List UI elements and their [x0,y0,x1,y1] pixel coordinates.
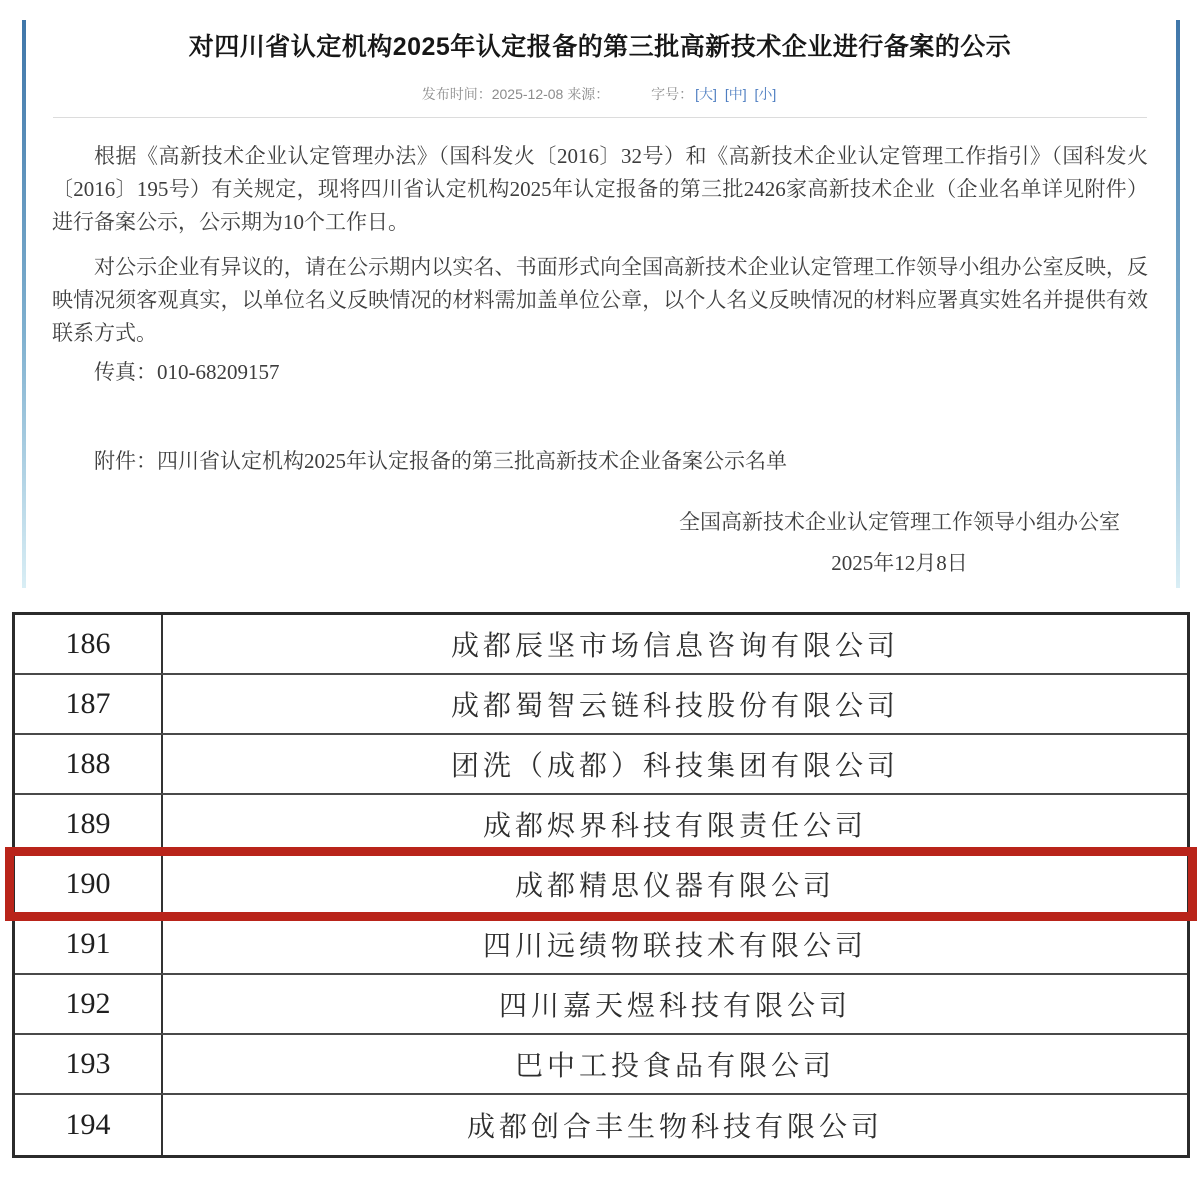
document-body [52,140,1148,580]
table-row [15,675,1187,735]
company-name-cell: 四川嘉天煜科技有限公司 [163,975,1187,1033]
table-row [15,975,1187,1035]
company-name-cell: 成都创合丰生物科技有限公司 [163,1095,1187,1155]
table-row-highlighted [15,855,1187,915]
table-row [15,1095,1187,1155]
font-size-large-link[interactable]: [大] [695,86,717,102]
right-accent-line [1176,20,1180,588]
row-number-cell: 191 [15,915,163,973]
company-name-cell: 成都烬界科技有限责任公司 [163,795,1187,853]
company-name-cell: 成都辰坚市场信息咨询有限公司 [163,615,1187,673]
fax-line: 传真：010-68209157 [94,360,280,384]
left-accent-line [22,20,26,588]
row-number-cell: 188 [15,735,163,793]
signature-office: 全国高新技术企业认定管理工作领导小组办公室 [679,510,1120,534]
font-size-medium-link[interactable]: [中] [724,86,747,102]
row-number-cell: 186 [15,615,163,673]
company-name-cell: 四川远绩物联技术有限公司 [163,915,1187,973]
signature-date: 2025年12月8日 [831,551,968,575]
font-size-label: 字号： [651,86,694,102]
meta-bar [0,84,1200,104]
attachment-line: 附件：四川省认定机构2025年认定报备的第三批高新技术企业备案公示名单 [94,449,787,473]
announcement-document [0,0,1200,596]
paragraph-objection: 对公示企业有异议的，请在公示期内以实名、书面形式向全国高新技术企业认定管理工作领导小组办公室反映，反映情况须客观真实，以单位名义反映情况的材料需加盖单位公章，以个人名义反映情况的材料应署真实姓名并提供有效联系方式。 [52,255,1148,345]
source-label: 来源： [567,86,610,102]
publish-time-value: 2025-12-08 [491,86,564,102]
row-number-cell: 194 [15,1095,163,1155]
company-name-cell: 成都蜀智云链科技股份有限公司 [163,675,1187,733]
page-title: 对四川省认定机构2025年认定报备的第三批高新技术企业进行备案的公示 [188,33,1012,61]
header-divider [53,117,1147,118]
row-number-cell: 192 [15,975,163,1033]
table-row [15,1035,1187,1095]
row-number-cell: 187 [15,675,163,733]
publish-time-label: 发布时间： [421,86,492,102]
row-number-cell: 189 [15,795,163,853]
company-name-cell: 成都精思仪器有限公司 [163,855,1187,913]
signature-block [679,506,1120,580]
table-row [15,795,1187,855]
table-row [15,915,1187,975]
table-row [15,615,1187,675]
row-number-cell: 190 [15,855,163,913]
table-row [15,735,1187,795]
company-table [12,612,1190,1158]
row-number-cell: 193 [15,1035,163,1093]
company-name-cell: 巴中工投食品有限公司 [163,1035,1187,1093]
font-size-small-link[interactable]: [小] [754,86,777,102]
company-name-cell: 团洗（成都）科技集团有限公司 [163,735,1187,793]
paragraph-basis: 根据《高新技术企业认定管理办法》（国科发火〔2016〕32号）和《高新技术企业认定管理工作指引》（国科发火〔2016〕195号）有关规定，现将四川省认定机构2025年认定报备的第三批2426家高新技术企业（企业名单详见附件）进行备案公示，公示期为10个工作日。 [52,144,1148,234]
